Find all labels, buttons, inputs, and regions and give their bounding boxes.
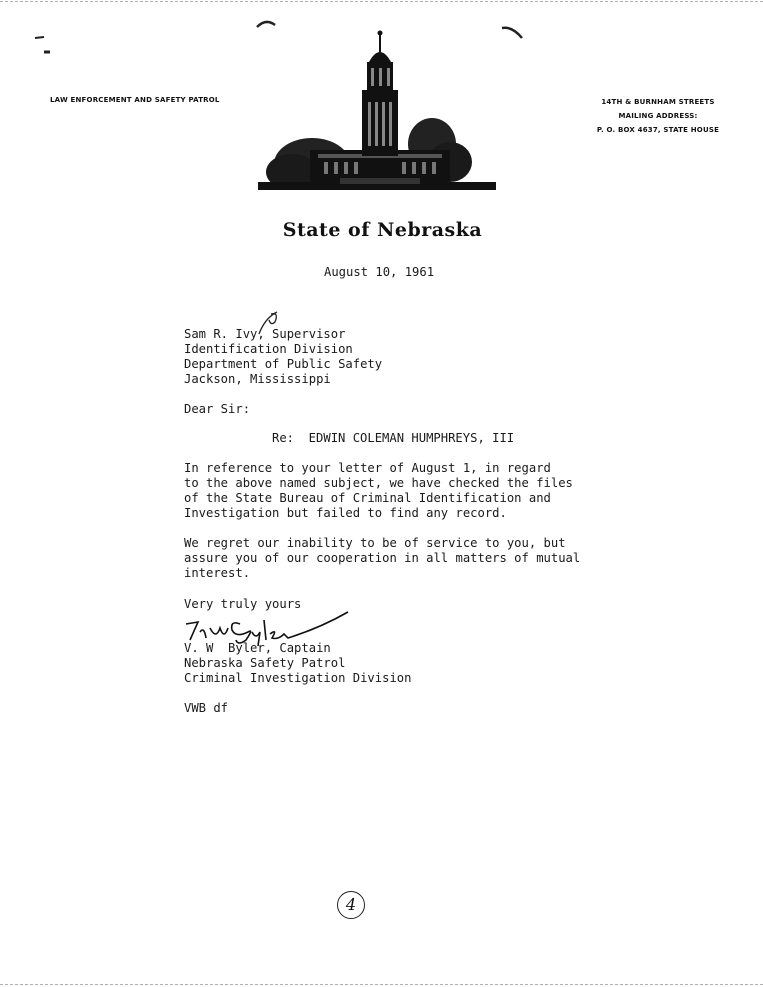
address-po-box: P. O. BOX 4637, STATE HOUSE <box>596 126 720 134</box>
scan-mark <box>30 30 70 60</box>
address-street: 14TH & BURNHAM STREETS <box>601 98 715 106</box>
letter-date: August 10, 1961 <box>324 265 435 279</box>
paragraph-2 <box>184 536 580 581</box>
recipient-line: Sam R. Ivy, Supervisor <box>184 327 346 341</box>
address-mailing-label: MAILING ADDRESS: <box>618 112 698 120</box>
state-title: State of Nebraska <box>282 219 483 241</box>
subject-line: Re: EDWIN COLEMAN HUMPHREYS, III <box>272 431 515 445</box>
recipient-line: Department of Public Safety <box>184 357 383 371</box>
scan-mark <box>255 18 277 30</box>
paragraph-line: Investigation but failed to find any record. <box>184 506 507 520</box>
scan-edge-top <box>0 1 763 2</box>
salutation: Dear Sir: <box>184 402 251 416</box>
signature-line: V. W Byler, Captain <box>184 641 331 655</box>
paragraph-line: to the above named subject, we have checked the files <box>184 476 573 490</box>
closing: Very truly yours <box>184 597 302 611</box>
handwritten-check-mark <box>255 308 285 338</box>
recipient-line: Jackson, Mississippi <box>184 372 331 386</box>
capitol-building-icon <box>250 22 500 197</box>
scan-edge-bottom <box>0 984 763 985</box>
paragraph-line: assure you of our cooperation in all matters of mutual <box>184 551 581 565</box>
signature-line: Nebraska Safety Patrol <box>184 656 346 670</box>
page-number-circled: 4 <box>337 891 365 919</box>
scan-mark <box>500 24 524 40</box>
paragraph-line: In reference to your letter of August 1, in regard <box>184 461 551 475</box>
paragraph-line: interest. <box>184 566 251 580</box>
paragraph-line: We regret our inability to be of service to you, but <box>184 536 566 550</box>
typist-initials: VWB df <box>184 701 229 715</box>
paragraph-1 <box>184 461 573 521</box>
recipient-line: Identification Division <box>184 342 353 356</box>
letterhead-right-heading <box>588 95 728 137</box>
signature-block <box>184 641 411 686</box>
letterhead-left-heading: LAW ENFORCEMENT AND SAFETY PATROL <box>50 96 220 104</box>
paragraph-line: of the State Bureau of Criminal Identification and <box>184 491 551 505</box>
signature-line: Criminal Investigation Division <box>184 671 412 685</box>
